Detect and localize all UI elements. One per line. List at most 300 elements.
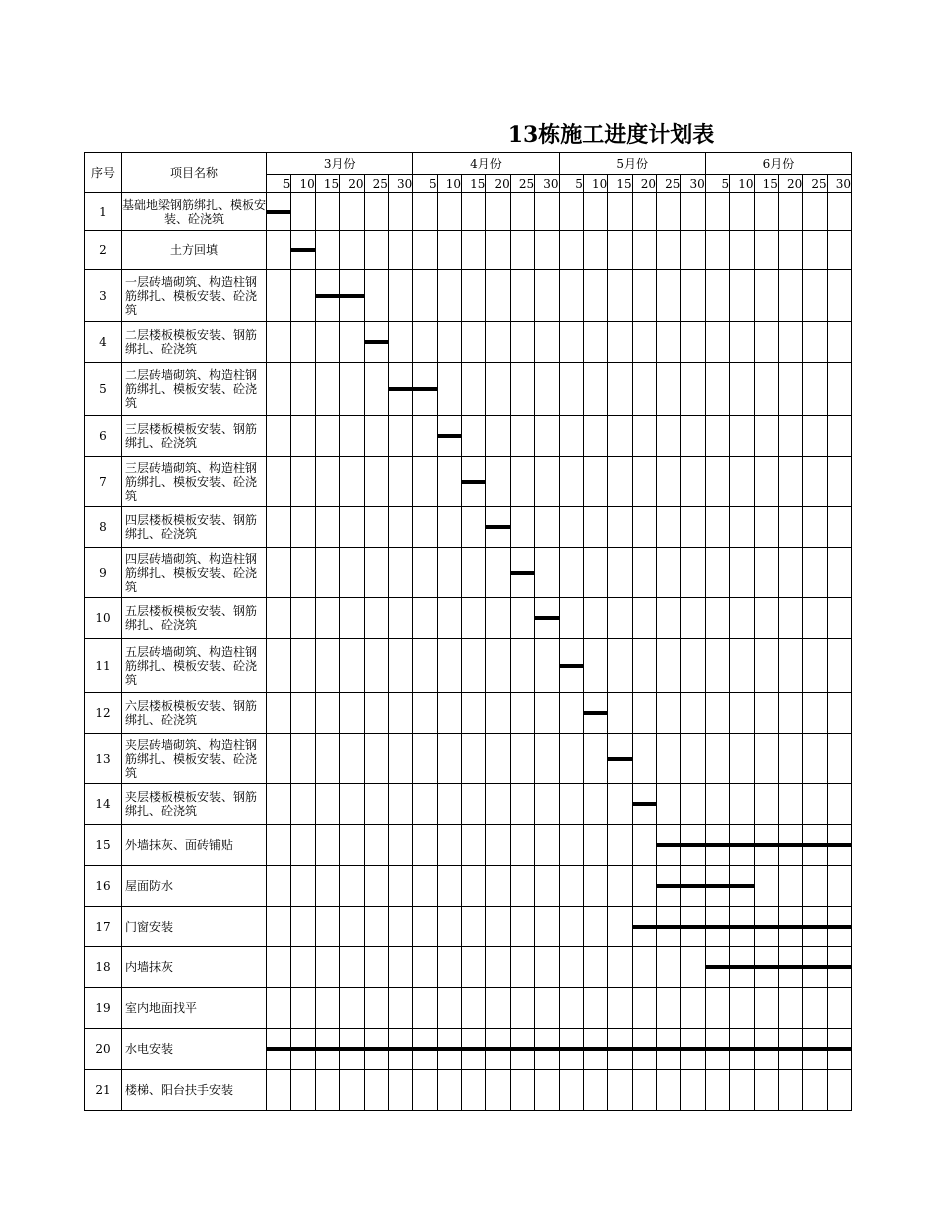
task-name: 六层楼板模板安装、钢筋绑扎、砼浇筑 <box>122 693 267 734</box>
timeline-cell <box>486 907 510 947</box>
timeline-cell <box>632 507 656 548</box>
timeline-cell <box>803 866 827 907</box>
timeline-cell <box>778 988 802 1029</box>
timeline-cell <box>437 322 461 363</box>
timeline-cell <box>559 693 583 734</box>
timeline-cell <box>486 734 510 784</box>
timeline-cell <box>535 784 559 825</box>
timeline-cell <box>681 270 705 322</box>
timeline-cell <box>437 825 461 866</box>
timeline-cell <box>827 947 851 988</box>
timeline-cell <box>413 507 437 548</box>
timeline-cell <box>413 907 437 947</box>
timeline-cell <box>510 548 534 598</box>
table-row <box>85 693 852 734</box>
timeline-cell <box>388 784 412 825</box>
timeline-cell <box>486 270 510 322</box>
timeline-cell <box>413 416 437 457</box>
timeline-cell <box>364 363 388 416</box>
timeline-cell <box>705 457 729 507</box>
timeline-cell <box>364 1029 388 1070</box>
timeline-cell <box>632 784 656 825</box>
timeline-cell <box>462 416 486 457</box>
timeline-cell <box>559 866 583 907</box>
timeline-cell <box>827 784 851 825</box>
timeline-cell <box>632 231 656 270</box>
timeline-cell <box>730 693 754 734</box>
timeline-cell <box>388 1029 412 1070</box>
timeline-cell <box>608 988 632 1029</box>
timeline-cell <box>388 231 412 270</box>
task-name: 三层砖墙砌筑、构造柱钢筋绑扎、模板安装、砼浇筑 <box>122 457 267 507</box>
timeline-cell <box>705 693 729 734</box>
task-name: 室内地面找平 <box>122 988 267 1029</box>
timeline-cell <box>364 734 388 784</box>
timeline-cell <box>827 1070 851 1111</box>
timeline-cell <box>462 598 486 639</box>
timeline-cell <box>608 1070 632 1111</box>
timeline-cell <box>291 639 315 693</box>
row-number: 13 <box>85 734 122 784</box>
timeline-cell <box>535 693 559 734</box>
timeline-cell <box>730 988 754 1029</box>
timeline-cell <box>657 416 681 457</box>
timeline-cell <box>754 457 778 507</box>
timeline-cell <box>291 548 315 598</box>
timeline-cell <box>730 1029 754 1070</box>
timeline-cell <box>583 825 607 866</box>
timeline-cell <box>388 457 412 507</box>
timeline-cell <box>681 416 705 457</box>
timeline-cell <box>730 193 754 231</box>
timeline-cell <box>462 193 486 231</box>
timeline-cell <box>827 825 851 866</box>
timeline-cell <box>632 693 656 734</box>
timeline-cell <box>657 457 681 507</box>
task-name: 基础地梁钢筋绑扎、模板安装、砼浇筑 <box>122 193 267 231</box>
timeline-cell <box>486 193 510 231</box>
timeline-cell <box>803 947 827 988</box>
timeline-cell <box>462 784 486 825</box>
timeline-cell <box>803 457 827 507</box>
day-header: 20 <box>340 175 364 193</box>
timeline-cell <box>608 734 632 784</box>
timeline-cell <box>388 947 412 988</box>
timeline-cell <box>315 322 339 363</box>
timeline-cell <box>437 734 461 784</box>
timeline-cell <box>608 507 632 548</box>
timeline-cell <box>583 784 607 825</box>
timeline-cell <box>291 825 315 866</box>
timeline-cell <box>388 907 412 947</box>
timeline-cell <box>315 507 339 548</box>
day-header: 25 <box>657 175 681 193</box>
timeline-cell <box>705 598 729 639</box>
day-header: 15 <box>608 175 632 193</box>
month-header: 4月份 <box>413 153 559 175</box>
timeline-cell <box>462 1070 486 1111</box>
timeline-cell <box>413 193 437 231</box>
timeline-cell <box>535 548 559 598</box>
timeline-cell <box>364 639 388 693</box>
timeline-cell <box>705 548 729 598</box>
timeline-cell <box>437 866 461 907</box>
timeline-cell <box>730 734 754 784</box>
timeline-cell <box>535 988 559 1029</box>
timeline-cell <box>535 322 559 363</box>
month-header: 3月份 <box>267 153 413 175</box>
timeline-cell <box>583 548 607 598</box>
timeline-cell <box>315 1070 339 1111</box>
timeline-cell <box>705 825 729 866</box>
timeline-cell <box>583 322 607 363</box>
timeline-cell <box>681 1029 705 1070</box>
timeline-cell <box>291 866 315 907</box>
day-header: 10 <box>583 175 607 193</box>
timeline-cell <box>340 1029 364 1070</box>
timeline-cell <box>486 1070 510 1111</box>
timeline-cell <box>632 639 656 693</box>
timeline-cell <box>803 270 827 322</box>
timeline-cell <box>681 784 705 825</box>
timeline-cell <box>583 457 607 507</box>
timeline-cell <box>705 416 729 457</box>
timeline-cell <box>413 322 437 363</box>
timeline-cell <box>437 548 461 598</box>
timeline-cell <box>657 231 681 270</box>
timeline-cell <box>827 363 851 416</box>
timeline-cell <box>608 866 632 907</box>
timeline-cell <box>437 639 461 693</box>
timeline-cell <box>535 231 559 270</box>
timeline-cell <box>559 1070 583 1111</box>
timeline-cell <box>657 907 681 947</box>
timeline-cell <box>413 734 437 784</box>
timeline-cell <box>681 457 705 507</box>
timeline-cell <box>315 270 339 322</box>
timeline-cell <box>730 507 754 548</box>
timeline-cell <box>608 270 632 322</box>
timeline-cell <box>608 548 632 598</box>
table-row <box>85 734 852 784</box>
timeline-cell <box>559 507 583 548</box>
timeline-cell <box>388 734 412 784</box>
timeline-cell <box>657 947 681 988</box>
timeline-cell <box>510 693 534 734</box>
timeline-cell <box>437 907 461 947</box>
row-number: 8 <box>85 507 122 548</box>
timeline-cell <box>559 598 583 639</box>
timeline-cell <box>559 322 583 363</box>
timeline-cell <box>778 784 802 825</box>
timeline-cell <box>462 947 486 988</box>
timeline-cell <box>803 548 827 598</box>
timeline-cell <box>559 988 583 1029</box>
timeline-cell <box>413 784 437 825</box>
timeline-cell <box>778 866 802 907</box>
timeline-cell <box>754 988 778 1029</box>
timeline-cell <box>803 784 827 825</box>
timeline-cell <box>778 507 802 548</box>
timeline-cell <box>778 322 802 363</box>
day-header: 10 <box>291 175 315 193</box>
timeline-cell <box>364 322 388 363</box>
timeline-cell <box>559 270 583 322</box>
timeline-cell <box>730 416 754 457</box>
timeline-cell <box>340 734 364 784</box>
timeline-cell <box>535 1029 559 1070</box>
timeline-cell <box>437 784 461 825</box>
timeline-cell <box>778 416 802 457</box>
timeline-cell <box>291 907 315 947</box>
timeline-cell <box>827 639 851 693</box>
day-header: 25 <box>364 175 388 193</box>
timeline-cell <box>827 734 851 784</box>
timeline-cell <box>510 507 534 548</box>
timeline-cell <box>681 598 705 639</box>
table-row <box>85 416 852 457</box>
timeline-cell <box>827 457 851 507</box>
timeline-cell <box>657 693 681 734</box>
row-number: 5 <box>85 363 122 416</box>
timeline-cell <box>681 693 705 734</box>
day-header: 25 <box>510 175 534 193</box>
timeline-cell <box>267 1070 291 1111</box>
timeline-cell <box>340 270 364 322</box>
timeline-cell <box>559 1029 583 1070</box>
timeline-cell <box>803 598 827 639</box>
table-row <box>85 907 852 947</box>
timeline-cell <box>267 907 291 947</box>
timeline-cell <box>754 598 778 639</box>
table-row <box>85 825 852 866</box>
timeline-cell <box>778 363 802 416</box>
timeline-cell <box>778 598 802 639</box>
timeline-cell <box>510 639 534 693</box>
day-header: 15 <box>754 175 778 193</box>
task-name: 门窗安装 <box>122 907 267 947</box>
timeline-cell <box>535 507 559 548</box>
timeline-cell <box>559 416 583 457</box>
timeline-cell <box>340 947 364 988</box>
timeline-cell <box>291 507 315 548</box>
timeline-cell <box>486 231 510 270</box>
timeline-cell <box>730 1070 754 1111</box>
timeline-cell <box>657 1029 681 1070</box>
timeline-cell <box>608 825 632 866</box>
timeline-cell <box>778 548 802 598</box>
timeline-cell <box>705 1029 729 1070</box>
timeline-cell <box>754 866 778 907</box>
timeline-cell <box>267 363 291 416</box>
timeline-cell <box>559 548 583 598</box>
task-name: 四层楼板模板安装、钢筋绑扎、砼浇筑 <box>122 507 267 548</box>
timeline-cell <box>657 988 681 1029</box>
timeline-cell <box>754 231 778 270</box>
task-name: 二层砖墙砌筑、构造柱钢筋绑扎、模板安装、砼浇筑 <box>122 363 267 416</box>
timeline-cell <box>388 825 412 866</box>
timeline-cell <box>778 193 802 231</box>
timeline-cell <box>632 1070 656 1111</box>
timeline-cell <box>583 270 607 322</box>
timeline-cell <box>730 270 754 322</box>
timeline-cell <box>803 193 827 231</box>
table-row <box>85 231 852 270</box>
task-name: 水电安装 <box>122 1029 267 1070</box>
timeline-cell <box>315 947 339 988</box>
timeline-cell <box>705 907 729 947</box>
timeline-cell <box>510 866 534 907</box>
task-name: 外墙抹灰、面砖铺贴 <box>122 825 267 866</box>
timeline-cell <box>608 693 632 734</box>
timeline-cell <box>705 363 729 416</box>
timeline-cell <box>413 1029 437 1070</box>
timeline-cell <box>803 1070 827 1111</box>
timeline-cell <box>291 416 315 457</box>
timeline-cell <box>315 363 339 416</box>
timeline-cell <box>657 363 681 416</box>
row-number: 3 <box>85 270 122 322</box>
timeline-cell <box>730 866 754 907</box>
timeline-cell <box>340 784 364 825</box>
timeline-cell <box>267 416 291 457</box>
timeline-cell <box>510 193 534 231</box>
timeline-cell <box>608 907 632 947</box>
timeline-cell <box>340 988 364 1029</box>
timeline-cell <box>462 363 486 416</box>
timeline-cell <box>315 907 339 947</box>
timeline-cell <box>730 947 754 988</box>
timeline-cell <box>486 693 510 734</box>
timeline-cell <box>437 457 461 507</box>
timeline-cell <box>535 457 559 507</box>
timeline-cell <box>730 598 754 639</box>
timeline-cell <box>364 1070 388 1111</box>
timeline-cell <box>510 363 534 416</box>
timeline-cell <box>559 457 583 507</box>
timeline-cell <box>340 639 364 693</box>
timeline-cell <box>535 1070 559 1111</box>
timeline-cell <box>413 270 437 322</box>
timeline-cell <box>730 363 754 416</box>
timeline-cell <box>632 193 656 231</box>
timeline-cell <box>388 693 412 734</box>
timeline-cell <box>608 639 632 693</box>
timeline-cell <box>388 988 412 1029</box>
timeline-cell <box>657 639 681 693</box>
timeline-cell <box>754 548 778 598</box>
timeline-cell <box>657 548 681 598</box>
timeline-cell <box>437 947 461 988</box>
timeline-cell <box>364 416 388 457</box>
timeline-cell <box>364 457 388 507</box>
table-row <box>85 639 852 693</box>
timeline-cell <box>510 988 534 1029</box>
timeline-cell <box>559 825 583 866</box>
day-header: 30 <box>681 175 705 193</box>
timeline-cell <box>388 193 412 231</box>
timeline-cell <box>340 322 364 363</box>
table-row <box>85 322 852 363</box>
timeline-cell <box>559 947 583 988</box>
timeline-cell <box>510 457 534 507</box>
timeline-cell <box>583 1029 607 1070</box>
timeline-cell <box>267 734 291 784</box>
day-header: 30 <box>535 175 559 193</box>
timeline-cell <box>705 507 729 548</box>
timeline-cell <box>267 231 291 270</box>
day-header: 5 <box>705 175 729 193</box>
day-header: 15 <box>462 175 486 193</box>
timeline-cell <box>583 866 607 907</box>
task-name: 内墙抹灰 <box>122 947 267 988</box>
timeline-cell <box>267 988 291 1029</box>
timeline-cell <box>608 416 632 457</box>
timeline-cell <box>608 457 632 507</box>
timeline-cell <box>437 1070 461 1111</box>
timeline-cell <box>413 363 437 416</box>
timeline-cell <box>657 784 681 825</box>
timeline-cell <box>291 270 315 322</box>
timeline-cell <box>340 193 364 231</box>
timeline-cell <box>437 231 461 270</box>
timeline-cell <box>681 322 705 363</box>
day-header: 25 <box>803 175 827 193</box>
timeline-cell <box>754 416 778 457</box>
timeline-cell <box>754 784 778 825</box>
timeline-cell <box>778 947 802 988</box>
timeline-cell <box>583 988 607 1029</box>
timeline-cell <box>413 1070 437 1111</box>
timeline-cell <box>608 784 632 825</box>
timeline-cell <box>535 598 559 639</box>
timeline-cell <box>754 693 778 734</box>
timeline-cell <box>364 907 388 947</box>
timeline-cell <box>583 639 607 693</box>
row-number: 7 <box>85 457 122 507</box>
timeline-cell <box>291 784 315 825</box>
timeline-cell <box>827 693 851 734</box>
timeline-cell <box>510 947 534 988</box>
month-header: 5月份 <box>559 153 705 175</box>
timeline-cell <box>730 322 754 363</box>
timeline-cell <box>413 693 437 734</box>
timeline-cell <box>681 1070 705 1111</box>
day-header: 5 <box>559 175 583 193</box>
timeline-cell <box>583 693 607 734</box>
table-row <box>85 1070 852 1111</box>
timeline-cell <box>486 947 510 988</box>
timeline-cell <box>267 457 291 507</box>
timeline-cell <box>510 1029 534 1070</box>
task-name: 五层楼板模板安装、钢筋绑扎、砼浇筑 <box>122 598 267 639</box>
table-row <box>85 598 852 639</box>
timeline-cell <box>315 866 339 907</box>
timeline-cell <box>315 598 339 639</box>
timeline-cell <box>657 866 681 907</box>
timeline-cell <box>462 548 486 598</box>
row-number: 2 <box>85 231 122 270</box>
timeline-cell <box>437 363 461 416</box>
row-number: 11 <box>85 639 122 693</box>
timeline-cell <box>486 866 510 907</box>
timeline-cell <box>413 457 437 507</box>
timeline-cell <box>315 457 339 507</box>
timeline-cell <box>803 363 827 416</box>
timeline-cell <box>486 507 510 548</box>
timeline-cell <box>291 693 315 734</box>
timeline-cell <box>803 734 827 784</box>
